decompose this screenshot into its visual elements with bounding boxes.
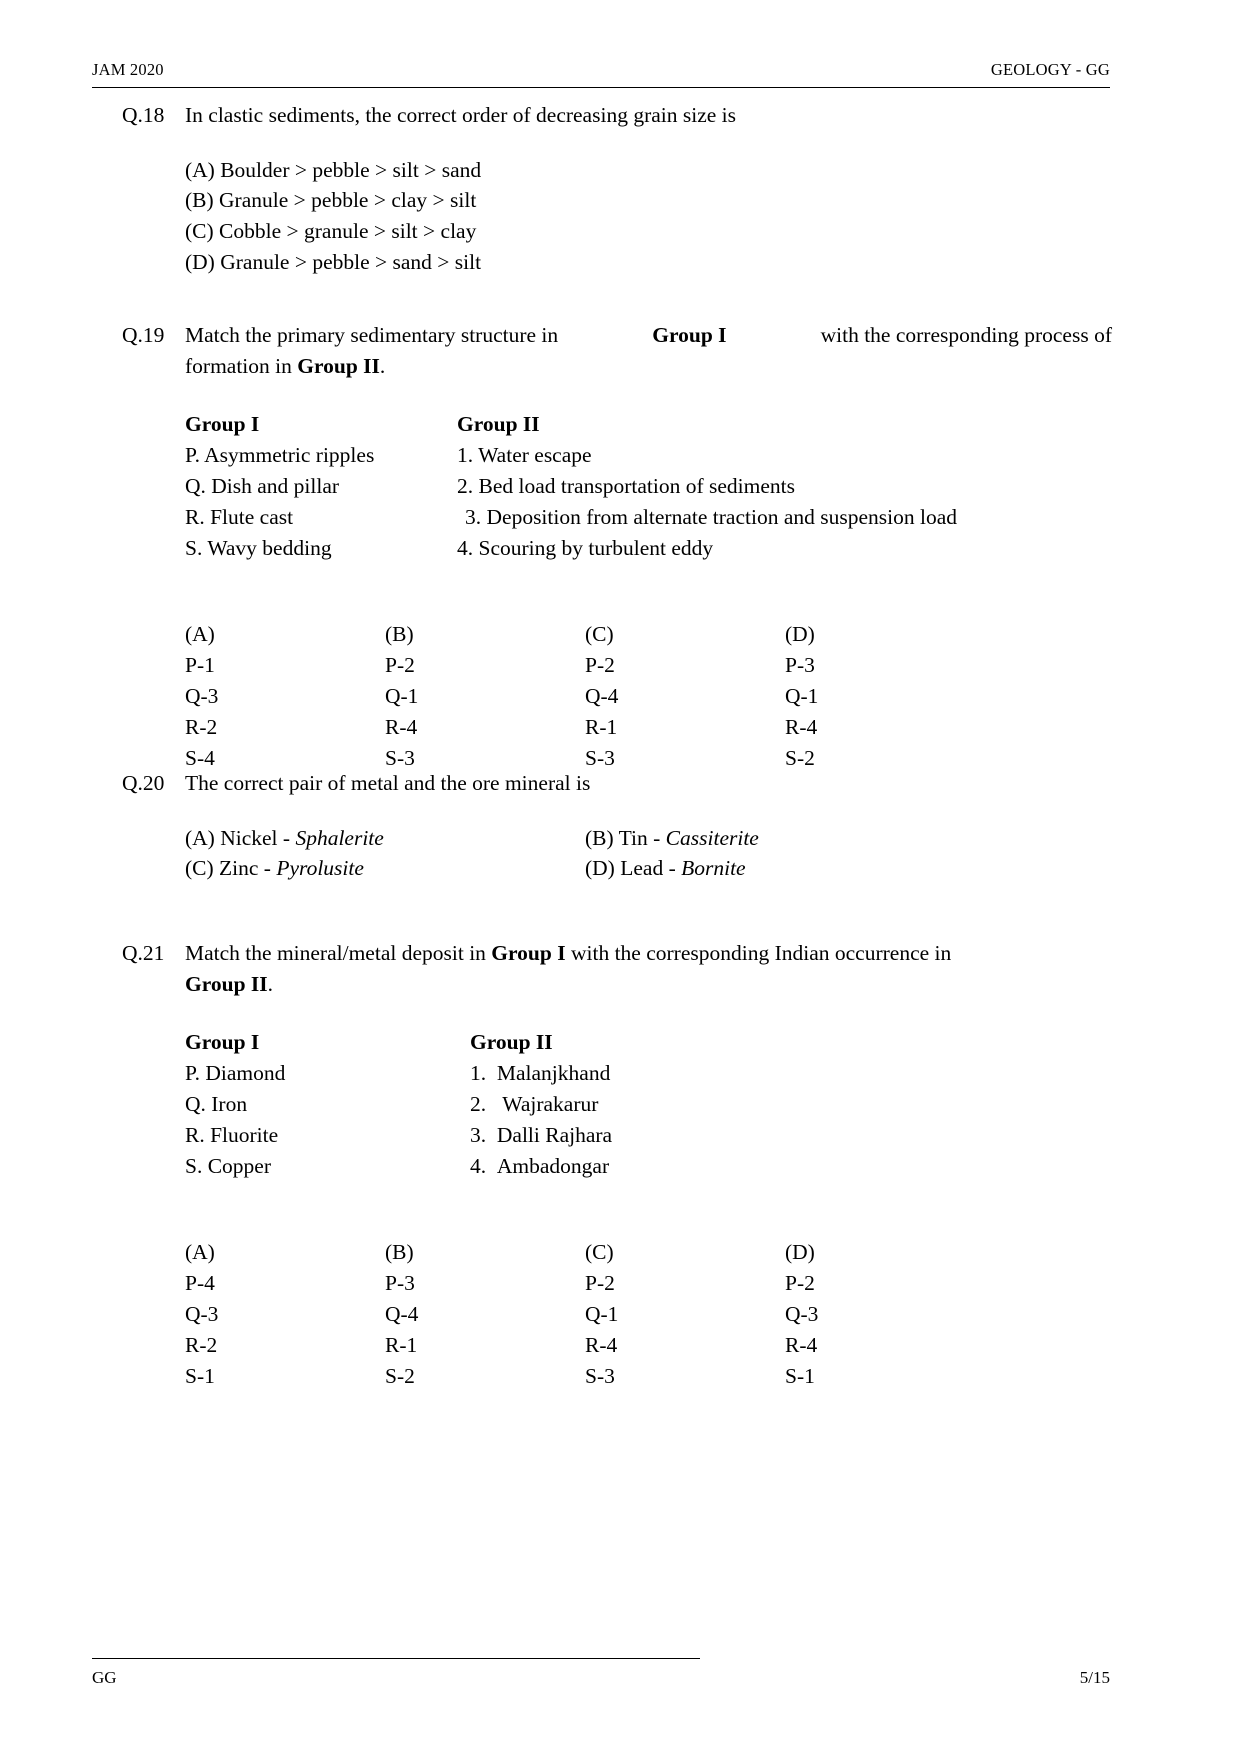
group-ii-heading: Group II: [470, 1030, 553, 1055]
question-q20-number: Q.20: [122, 771, 165, 795]
group-i-heading: Group I: [185, 1030, 260, 1055]
page-footer: [92, 1668, 1110, 1688]
option-c-metal: (C) Zinc -: [185, 856, 277, 881]
q21-answer-grid: [185, 1237, 1112, 1393]
question-q20-stem-row: [122, 768, 1112, 799]
answer-option-d-label[interactable]: (D): [785, 621, 815, 646]
question-q18-number: Q.18: [122, 103, 165, 127]
group-ii-heading: Group II: [457, 412, 540, 437]
answer-a-r: R-2: [185, 715, 218, 740]
answer-d-s: S-2: [785, 746, 815, 771]
group-i-item-p: P. Asymmetric ripples: [185, 442, 375, 467]
answer-b-r: R-4: [385, 715, 418, 740]
group-ii-item-1: 1. Water escape: [457, 442, 592, 467]
group-row: [185, 533, 1112, 564]
group-row: [185, 471, 1112, 502]
option-d[interactable]: [585, 853, 746, 884]
answer-b-p: P-3: [385, 1270, 415, 1295]
q19-stem-part-2: with the corresponding process of: [820, 323, 1112, 347]
option-b-mineral: Cassiterite: [665, 825, 759, 850]
group-row: [185, 1058, 1112, 1089]
option-d-metal: (D) Lead -: [585, 856, 682, 881]
group-ii-name-3: Dalli Rajhara: [496, 1122, 613, 1147]
group-ii-item-3: 3. Deposition from alternate traction and suspension load: [465, 504, 957, 529]
answer-c-q: Q-4: [585, 684, 619, 709]
group-i-heading: Group I: [185, 412, 260, 437]
answer-label-row: [185, 619, 1112, 650]
option-row: [185, 853, 1112, 884]
group-i-item-s: S. Wavy bedding: [185, 535, 332, 560]
answer-c-s: S-3: [585, 746, 615, 771]
answer-d-q: Q-3: [785, 1302, 819, 1327]
header-subject: GEOLOGY - GG: [990, 60, 1110, 79]
group-header-row: [185, 1027, 1112, 1058]
answer-a-s: S-1: [185, 1364, 215, 1389]
answer-a-s: S-4: [185, 746, 215, 771]
q19-stem-group-ii: Group II: [297, 353, 380, 378]
question-q20-options: [185, 823, 1112, 884]
answer-row-p: [185, 650, 1112, 681]
page-header: [92, 60, 1110, 80]
answer-b-r: R-1: [385, 1333, 418, 1358]
answer-c-r: R-4: [585, 1333, 618, 1358]
question-q19-stem: [185, 320, 1112, 381]
answer-a-q: Q-3: [185, 1302, 219, 1327]
option-d-mineral: Bornite: [681, 856, 746, 881]
q21-stem-group-i: Group I: [491, 941, 566, 965]
footer-divider: [92, 1658, 700, 1659]
group-i-item-r: R. Fluorite: [185, 1122, 279, 1147]
answer-row-q: [185, 1299, 1112, 1330]
question-q18: [122, 100, 1112, 277]
question-q18-stem: In clastic sediments, the correct order of decreasing grain size is: [185, 103, 737, 127]
group-row: [185, 1151, 1112, 1182]
q19-answer-grid: [185, 619, 1112, 775]
group-ii-item-2: [457, 1089, 1112, 1120]
option-b[interactable]: [585, 823, 759, 854]
group-row: [185, 1120, 1112, 1151]
q19-group-table: [185, 409, 1112, 564]
group-ii-item-4: 4. Scouring by turbulent eddy: [457, 535, 714, 560]
header-exam-name: JAM 2020: [92, 60, 164, 79]
answer-a-r: R-2: [185, 1333, 218, 1358]
question-q18-stem-row: [122, 100, 1112, 131]
q19-stem-part-1: Match the primary sedimentary structure in: [185, 323, 559, 347]
answer-row-p: [185, 1268, 1112, 1299]
group-i-item-q: Q. Iron: [185, 1091, 248, 1116]
group-ii-item-2: 2. Bed load transportation of sediments: [457, 473, 795, 498]
question-q18-options: [185, 155, 1112, 278]
group-ii-name-2: Wajrakarur: [502, 1091, 599, 1116]
answer-label-row: [185, 1237, 1112, 1268]
group-row: [185, 440, 1112, 471]
answer-option-a-label[interactable]: (A): [185, 1239, 215, 1264]
answer-row-s: [185, 1361, 1112, 1392]
answer-option-a-label[interactable]: (A): [185, 621, 215, 646]
group-ii-number-2: 2.: [470, 1091, 487, 1116]
answer-b-q: Q-1: [385, 684, 419, 709]
answer-d-p: P-3: [785, 652, 815, 677]
answer-b-s: S-2: [385, 1364, 415, 1389]
q21-stem-group-ii: Group II: [185, 971, 268, 996]
group-row: [185, 502, 1112, 533]
group-ii-number-3: 3.: [470, 1122, 487, 1147]
q21-stem-part-4: .: [267, 971, 274, 996]
group-ii-number-1: 1.: [470, 1060, 487, 1085]
question-q21-number: Q.21: [122, 941, 165, 965]
answer-c-r: R-1: [585, 715, 618, 740]
q21-stem-part-1: Match the mineral/metal deposit in: [185, 941, 492, 965]
option-a[interactable]: (A) Boulder > pebble > silt > sand: [185, 157, 482, 182]
answer-d-r: R-4: [785, 715, 818, 740]
answer-b-q: Q-4: [385, 1302, 419, 1327]
answer-d-r: R-4: [785, 1333, 818, 1358]
q19-stem-group-i: Group I: [652, 323, 727, 347]
answer-option-b-label[interactable]: (B): [385, 621, 414, 646]
group-ii-name-1: Malanjkhand: [496, 1060, 611, 1085]
option-c[interactable]: (C) Cobble > granule > silt > clay: [185, 218, 477, 243]
answer-b-p: P-2: [385, 652, 415, 677]
answer-d-q: Q-1: [785, 684, 819, 709]
question-q21: [122, 938, 1112, 1393]
answer-d-s: S-1: [785, 1364, 815, 1389]
question-q19-number: Q.19: [122, 323, 165, 347]
option-a[interactable]: [185, 823, 585, 854]
q19-stem-part-3: formation in: [185, 353, 298, 378]
answer-a-q: Q-3: [185, 684, 219, 709]
question-q20-stem: The correct pair of metal and the ore mineral is: [185, 771, 591, 795]
option-a-mineral: Sphalerite: [295, 825, 384, 850]
group-ii-number-4: 4.: [470, 1153, 487, 1178]
group-i-item-q: Q. Dish and pillar: [185, 473, 340, 498]
answer-c-s: S-3: [585, 1364, 615, 1389]
option-d[interactable]: (D) Granule > pebble > sand > silt: [185, 249, 482, 274]
group-i-item-r: R. Flute cast: [185, 504, 294, 529]
footer-page-number: 5/15: [1079, 1668, 1110, 1687]
answer-row-r: [185, 1330, 1112, 1361]
answer-a-p: P-1: [185, 652, 215, 677]
q21-group-table: [185, 1027, 1112, 1182]
option-b[interactable]: (B) Granule > pebble > clay > silt: [185, 188, 477, 213]
group-ii-item-4: [457, 1151, 1112, 1182]
option-b-metal: (B) Tin -: [585, 825, 666, 850]
group-ii-item-3: [457, 1120, 1112, 1151]
answer-d-p: P-2: [785, 1270, 815, 1295]
group-header-row: [185, 409, 1112, 440]
group-i-item-s: S. Copper: [185, 1153, 271, 1178]
group-row: [185, 1089, 1112, 1120]
answer-a-p: P-4: [185, 1270, 215, 1295]
header-divider: [92, 87, 1110, 88]
footer-subject-code: GG: [92, 1668, 117, 1687]
question-q19: [122, 320, 1112, 775]
group-i-item-p: P. Diamond: [185, 1060, 286, 1085]
question-q21-stem-row: [122, 938, 1112, 999]
answer-b-s: S-3: [385, 746, 415, 771]
answer-c-q: Q-1: [585, 1302, 619, 1327]
option-c[interactable]: [185, 853, 585, 884]
answer-row-q: [185, 681, 1112, 712]
option-row: [185, 823, 1112, 854]
group-ii-name-4: Ambadongar: [496, 1153, 610, 1178]
answer-option-c-label[interactable]: (C): [585, 1239, 614, 1264]
option-c-mineral: Pyrolusite: [276, 856, 364, 881]
answer-option-c-label[interactable]: (C): [585, 621, 614, 646]
answer-c-p: P-2: [585, 652, 615, 677]
answer-c-p: P-2: [585, 1270, 615, 1295]
option-a-metal: (A) Nickel -: [185, 825, 296, 850]
group-ii-item-1: [457, 1058, 1112, 1089]
q19-stem-part-4: .: [379, 353, 386, 378]
question-q20: [122, 768, 1112, 884]
question-q21-stem: [185, 938, 1112, 999]
answer-row-r: [185, 712, 1112, 743]
q21-stem-part-2: with the corresponding Indian occurrence in: [565, 941, 952, 965]
answer-option-d-label[interactable]: (D): [785, 1239, 815, 1264]
question-q19-stem-row: [122, 320, 1112, 381]
answer-option-b-label[interactable]: (B): [385, 1239, 414, 1264]
